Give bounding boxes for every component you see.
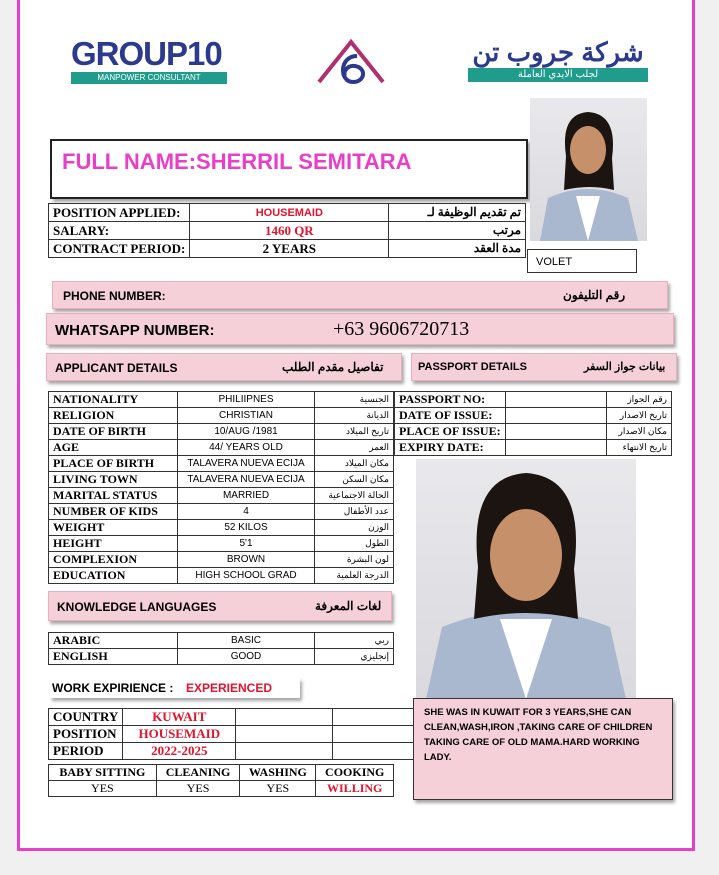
detail-label: AGE <box>49 440 178 456</box>
remarks-box <box>413 698 673 800</box>
detail-row <box>49 456 394 472</box>
detail-ar: الدرجة العلمية <box>315 568 394 584</box>
detail-ar: لون البشرة <box>315 552 394 568</box>
contract-value: 2 YEARS <box>190 240 389 258</box>
work-row <box>49 743 432 760</box>
detail-row <box>49 440 394 456</box>
detail-value: MARRIED <box>178 488 315 504</box>
position-value: HOUSEMAID <box>190 204 389 222</box>
work-empty-cell <box>236 726 333 743</box>
passport-value <box>505 392 606 408</box>
detail-label: COMPLEXION <box>49 552 178 568</box>
skills-table <box>48 764 394 797</box>
work-row <box>49 709 432 726</box>
remarks-text: SHE WAS IN KUWAIT FOR 3 YEARS,SHE CAN CLEAN,WASH,IRON ,TAKING CARE OF CHILDREN TAKING CARE OF OLD MAMA.HARD WORKING LADY. <box>424 707 653 763</box>
passport-ar: تاريخ الانتهاء <box>606 440 671 456</box>
skill-header: WASHING <box>240 765 316 781</box>
full-name-box <box>50 139 528 199</box>
salary-value: 1460 QR <box>190 222 389 240</box>
detail-label: PLACE OF BIRTH <box>49 456 178 472</box>
detail-value: 4 <box>178 504 315 520</box>
language-value: BASIC <box>178 633 315 649</box>
passport-row <box>395 440 672 456</box>
logo-right-text: شركة جروب تن <box>472 37 644 67</box>
cv-page <box>17 0 695 851</box>
detail-value: TALAVERA NUEVA ECIJA <box>178 456 315 472</box>
applicant-label: APPLICANT DETAILS <box>55 361 178 375</box>
logo-right-subtitle: لجلب الايدي العاملة <box>468 68 648 82</box>
detail-row <box>49 488 394 504</box>
house-logo-icon <box>315 36 387 93</box>
salary-label: SALARY: <box>49 222 190 240</box>
salary-ar: مرتب <box>389 222 526 240</box>
passport-label: DATE OF ISSUE: <box>395 408 506 424</box>
detail-value: 5'1 <box>178 536 315 552</box>
detail-label: HEIGHT <box>49 536 178 552</box>
position-ar: تم تقديم الوظيفة لـ <box>389 204 526 222</box>
skill-value: YES <box>240 781 316 797</box>
detail-ar: تاريخ الميلاد <box>315 424 394 440</box>
passport-value <box>505 424 606 440</box>
passport-row <box>395 424 672 440</box>
detail-label: LIVING TOWN <box>49 472 178 488</box>
detail-label: WEIGHT <box>49 520 178 536</box>
language-ar: إنجليزي <box>315 649 394 665</box>
language-label: ARABIC <box>49 633 178 649</box>
detail-label: MARITAL STATUS <box>49 488 178 504</box>
passport-value <box>505 440 606 456</box>
applicant-table <box>48 391 394 584</box>
detail-label: EDUCATION <box>49 568 178 584</box>
work-row <box>49 726 432 743</box>
detail-row <box>49 424 394 440</box>
detail-row <box>49 504 394 520</box>
detail-value: TALAVERA NUEVA ECIJA <box>178 472 315 488</box>
whatsapp-number: +63 9606720713 <box>333 318 470 340</box>
detail-label: RELIGION <box>49 408 178 424</box>
work-label: PERIOD <box>49 743 123 760</box>
passport-table <box>394 391 672 456</box>
language-row <box>49 633 394 649</box>
detail-row <box>49 408 394 424</box>
work-value: KUWAIT <box>123 709 236 726</box>
passport-ar: تاريخ الاصدار <box>606 408 671 424</box>
detail-row <box>49 568 394 584</box>
detail-ar: الوزن <box>315 520 394 536</box>
knowledge-bar <box>48 591 392 621</box>
passport-details-bar <box>411 353 677 381</box>
passport-label: EXPIRY DATE: <box>395 440 506 456</box>
language-ar: ربي <box>315 633 394 649</box>
detail-ar: الطول <box>315 536 394 552</box>
work-status: EXPERIENCED <box>186 681 273 695</box>
detail-row <box>49 392 394 408</box>
photo-caption: VOLET <box>527 249 637 273</box>
passport-ar: بيانات جواز السفر <box>584 361 666 373</box>
detail-ar: عدد الأطفال <box>315 504 394 520</box>
detail-value: HIGH SCHOOL GRAD <box>178 568 315 584</box>
phone-bar <box>52 281 668 309</box>
detail-row <box>49 520 394 536</box>
passport-label: PASSPORT NO: <box>395 392 506 408</box>
work-label: COUNTRY <box>49 709 123 726</box>
phone-ar: رقم التليفون <box>563 288 626 302</box>
detail-ar: الجنسية <box>315 392 394 408</box>
detail-label: DATE OF BIRTH <box>49 424 178 440</box>
skill-value: WILLING <box>316 781 394 797</box>
detail-ar: الديانة <box>315 408 394 424</box>
logo-left-subtitle: MANPOWER CONSULTANT <box>71 72 227 84</box>
detail-row <box>49 536 394 552</box>
work-experience-bar <box>50 678 300 698</box>
detail-ar: الحالة الاجتماعية <box>315 488 394 504</box>
knowledge-label: KNOWLEDGE LANGUAGES <box>57 600 217 614</box>
group10-logo <box>71 36 231 84</box>
skill-value: YES <box>49 781 157 797</box>
large-photo <box>416 459 636 699</box>
skill-header: CLEANING <box>156 765 240 781</box>
detail-label: NUMBER OF KIDS <box>49 504 178 520</box>
whatsapp-bar <box>46 313 674 345</box>
knowledge-ar: لغات المعرفة <box>315 599 382 613</box>
applicant-details-bar <box>46 353 402 381</box>
detail-value: CHRISTIAN <box>178 408 315 424</box>
detail-value: 10/AUG /1981 <box>178 424 315 440</box>
detail-value: PHILIIPNES <box>178 392 315 408</box>
passport-ar: مكان الاصدار <box>606 424 671 440</box>
detail-value: 44/ YEARS OLD <box>178 440 315 456</box>
arabic-logo <box>468 36 648 82</box>
passport-row <box>395 392 672 408</box>
passport-row <box>395 408 672 424</box>
passport-label: PASSPORT DETAILS <box>418 361 527 373</box>
work-value: 2022-2025 <box>123 743 236 760</box>
work-label: POSITION <box>49 726 123 743</box>
skill-header: BABY SITTING <box>49 765 157 781</box>
phone-label: PHONE NUMBER: <box>63 289 166 303</box>
contract-label: CONTRACT PERIOD: <box>49 240 190 258</box>
detail-ar: العمر <box>315 440 394 456</box>
skill-value: YES <box>156 781 240 797</box>
applicant-ar: تفاصيل مقدم الطلب <box>282 360 384 374</box>
full-name: FULL NAME:SHERRIL SEMITARA <box>62 149 412 174</box>
position-label: POSITION APPLIED: <box>49 204 190 222</box>
whatsapp-label: WHATSAPP NUMBER: <box>55 322 215 339</box>
small-photo <box>530 98 647 241</box>
detail-row <box>49 552 394 568</box>
work-empty-cell <box>236 709 333 726</box>
language-value: GOOD <box>178 649 315 665</box>
logo-left-text: GROUP10 <box>71 35 222 72</box>
detail-label: NATIONALITY <box>49 392 178 408</box>
passport-label: PLACE OF ISSUE: <box>395 424 506 440</box>
detail-ar: مكان السكن <box>315 472 394 488</box>
detail-row <box>49 472 394 488</box>
passport-ar: رقم الجواز <box>606 392 671 408</box>
skill-header: COOKING <box>316 765 394 781</box>
job-table <box>48 203 526 258</box>
work-value: HOUSEMAID <box>123 726 236 743</box>
contract-ar: مدة العقد <box>389 240 526 258</box>
detail-ar: مكان الميلاد <box>315 456 394 472</box>
language-label: ENGLISH <box>49 649 178 665</box>
language-row <box>49 649 394 665</box>
passport-value <box>505 408 606 424</box>
detail-value: BROWN <box>178 552 315 568</box>
work-empty-cell <box>236 743 333 760</box>
detail-value: 52 KILOS <box>178 520 315 536</box>
work-label: WORK EXPIRIENCE : <box>52 681 174 695</box>
languages-table <box>48 632 394 665</box>
work-table <box>48 708 432 760</box>
